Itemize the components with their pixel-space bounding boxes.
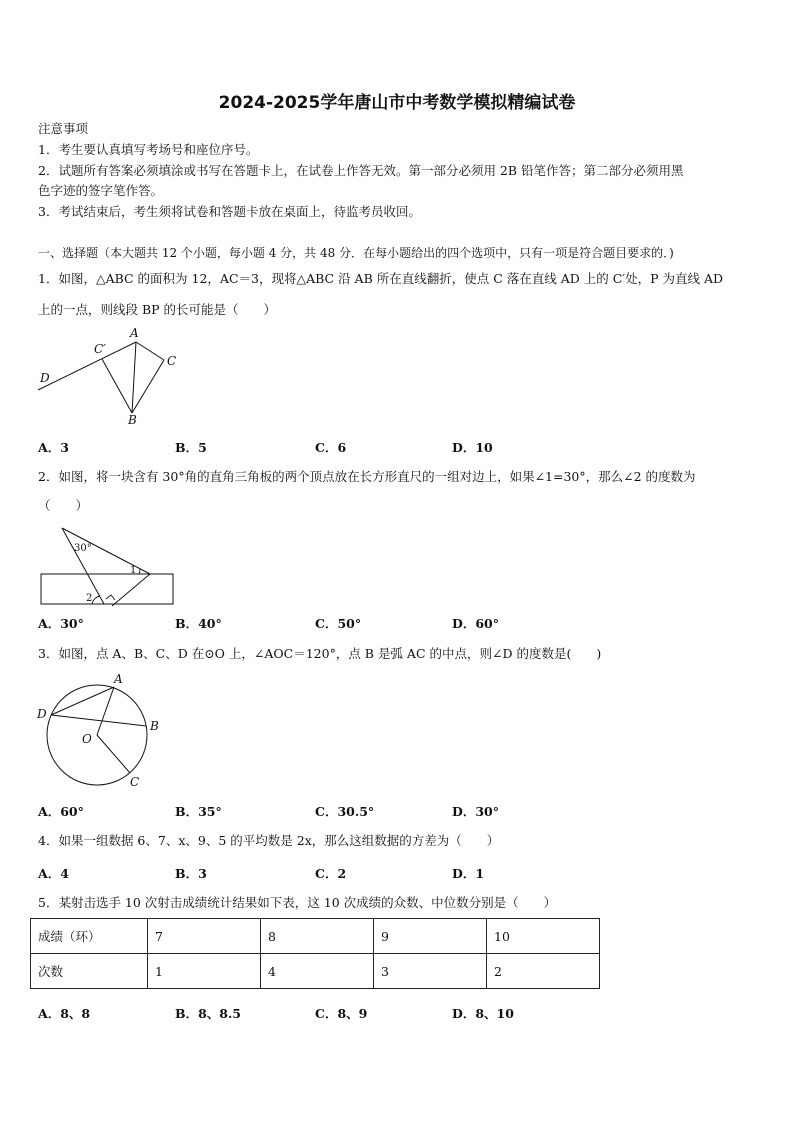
q2-option-c[interactable]: C．50° bbox=[315, 616, 362, 631]
table-cell: 1 bbox=[148, 954, 261, 989]
q2-option-b[interactable]: B．40° bbox=[175, 616, 222, 631]
q1-label-A: A bbox=[130, 326, 139, 340]
q1-figure bbox=[32, 326, 192, 426]
notice-item-2: 2．试题所有答案必须填涂或书写在答题卡上，在试卷上作答无效。第一部分必须用 2B 铅笔作答；第二部分必须用黑 bbox=[38, 163, 684, 178]
q3-label-B: B bbox=[150, 719, 159, 733]
q4-option-d[interactable]: D．1 bbox=[452, 866, 485, 881]
notice-item-3: 3．考试结束后，考生须将试卷和答题卡放在桌面上，待监考员收回。 bbox=[38, 204, 421, 219]
q3-figure bbox=[32, 669, 172, 794]
q1-line2: 上的一点，则线段 BP 的长可能是（ ） bbox=[38, 302, 277, 317]
q3-label-O: O bbox=[82, 732, 92, 746]
q1-label-C: C bbox=[167, 354, 177, 368]
table-cell: 2 bbox=[487, 954, 600, 989]
q1-option-b[interactable]: B．5 bbox=[175, 440, 207, 455]
table-cell: 8 bbox=[261, 919, 374, 954]
q2-label-1: 1 bbox=[130, 565, 137, 576]
q1-option-c[interactable]: C．6 bbox=[315, 440, 347, 455]
notice-item-2-cont: 色字迹的签字笔作答。 bbox=[38, 183, 164, 198]
table-row bbox=[31, 954, 600, 989]
q5-option-b[interactable]: B．8、8.5 bbox=[175, 1006, 242, 1021]
q3-label-A: A bbox=[114, 672, 123, 686]
q3-option-c[interactable]: C．30.5° bbox=[315, 804, 375, 819]
q3-option-a[interactable]: A．60° bbox=[38, 804, 84, 819]
q5-option-a[interactable]: A．8、8 bbox=[38, 1006, 91, 1021]
q2-figure bbox=[36, 522, 181, 610]
q2-line1: 2．如图，将一块含有 30°角的直角三角板的两个顶点放在长方形直尺的一组对边上，如果∠1=30°，那么∠2 的度数为 bbox=[38, 469, 696, 484]
table-cell: 次数 bbox=[31, 954, 148, 989]
exam-title: 2024-2025学年唐山市中考数学模拟精编试卷 bbox=[218, 93, 576, 113]
q2-line2: （ ） bbox=[38, 498, 89, 513]
q1-label-B: B bbox=[128, 413, 137, 426]
q3-option-d[interactable]: D．30° bbox=[452, 804, 499, 819]
table-row bbox=[31, 919, 600, 954]
q1-label-D: D bbox=[40, 371, 50, 385]
table-cell: 3 bbox=[374, 954, 487, 989]
q5-score-table bbox=[30, 918, 600, 989]
q2-label-2: 2 bbox=[86, 593, 93, 604]
q3-line1: 3．如图，点 A、B、C、D 在⊙O 上，∠AOC＝120°，点 B 是弧 AC 的中点，则∠D 的度数是( ) bbox=[38, 646, 602, 661]
q1-line1: 1．如图，△ABC 的面积为 12，AC＝3，现将△ABC 沿 AB 所在直线翻折，使点 C 落在直线 AD 上的 C′处，P 为直线 AD bbox=[38, 271, 724, 286]
q2-label-30: 30° bbox=[74, 543, 92, 554]
q4-line1: 4．如果一组数据 6、7、x、9、5 的平均数是 2x，那么这组数据的方差为（ ） bbox=[38, 833, 500, 848]
q1-option-d[interactable]: D．10 bbox=[452, 440, 493, 455]
section-heading: 一、选择题（本大题共 12 个小题，每小题 4 分，共 48 分．在每小题给出的四个选项中，只有一项是符合题目要求的．) bbox=[38, 246, 674, 260]
table-cell: 4 bbox=[261, 954, 374, 989]
q2-option-a[interactable]: A．30° bbox=[38, 616, 84, 631]
q1-option-a[interactable]: A．3 bbox=[38, 440, 69, 455]
q5-option-c[interactable]: C．8、9 bbox=[315, 1006, 368, 1021]
q4-option-a[interactable]: A．4 bbox=[38, 866, 69, 881]
table-cell: 7 bbox=[148, 919, 261, 954]
q1-label-C1: C′ bbox=[94, 342, 106, 356]
q5-option-d[interactable]: D．8、10 bbox=[452, 1006, 514, 1021]
q2-option-d[interactable]: D．60° bbox=[452, 616, 499, 631]
q4-option-c[interactable]: C．2 bbox=[315, 866, 347, 881]
notice-item-1: 1．考生要认真填写考场号和座位序号。 bbox=[38, 142, 259, 157]
table-cell: 9 bbox=[374, 919, 487, 954]
table-cell: 成绩（环） bbox=[31, 919, 148, 954]
q5-line1: 5．某射击选手 10 次射击成绩统计结果如下表，这 10 次成绩的众数、中位数分别是（ ） bbox=[38, 895, 557, 910]
table-cell: 10 bbox=[487, 919, 600, 954]
q3-label-C: C bbox=[130, 775, 140, 789]
q3-label-D: D bbox=[37, 707, 47, 721]
q4-option-b[interactable]: B．3 bbox=[175, 866, 207, 881]
notice-heading: 注意事项 bbox=[38, 121, 89, 136]
q3-option-b[interactable]: B．35° bbox=[175, 804, 222, 819]
